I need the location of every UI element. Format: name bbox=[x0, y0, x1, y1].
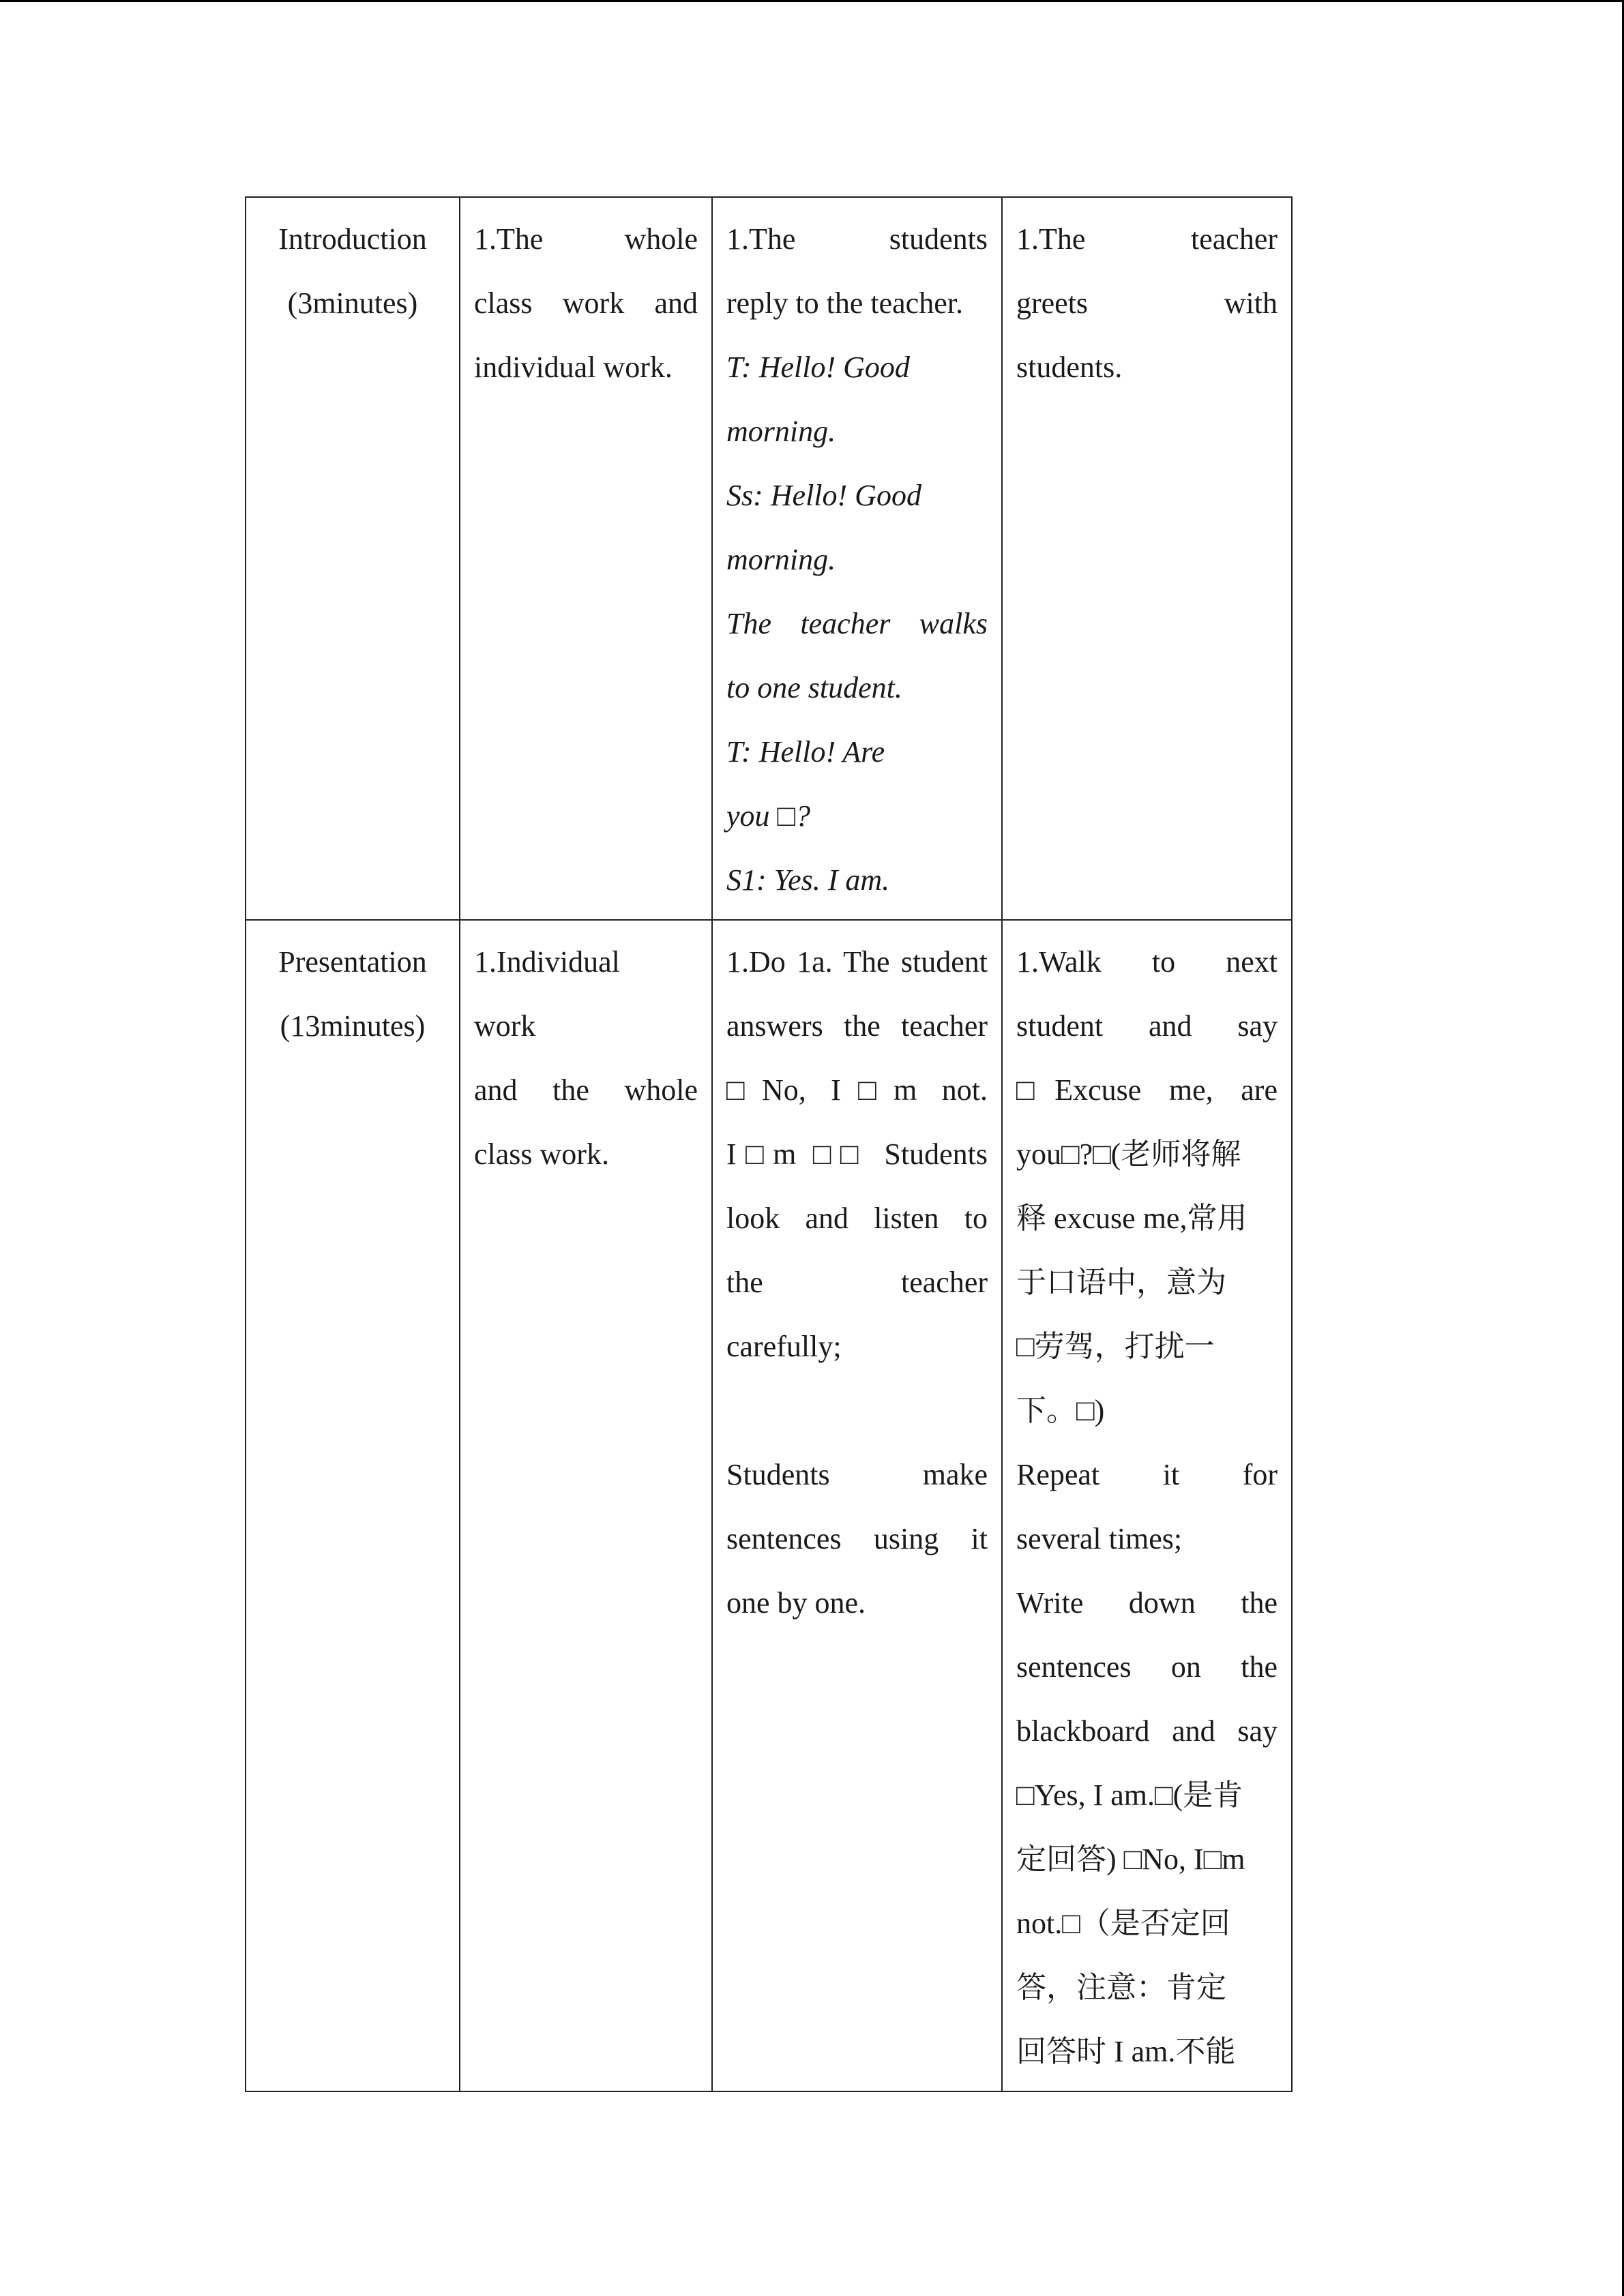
dialogue-line: to one student. bbox=[726, 671, 902, 704]
paragraph-gap bbox=[726, 1379, 988, 1443]
text-line: students. bbox=[1016, 351, 1123, 384]
students-cell-presentation bbox=[712, 920, 1002, 2091]
dialogue-line: S1: Yes. I am. bbox=[726, 863, 890, 897]
dialogue-line: The teacher walks bbox=[726, 607, 988, 640]
text-line: blackboard and say bbox=[1016, 1714, 1278, 1748]
text-line: □No, I□m not. bbox=[726, 1073, 988, 1107]
text-line: work bbox=[474, 1009, 536, 1043]
stage-cell-introduction bbox=[246, 197, 460, 920]
organization-cell-presentation bbox=[460, 920, 712, 2091]
text-line: I□m □□ Students bbox=[726, 1137, 988, 1171]
stage-name: Presentation bbox=[278, 945, 427, 979]
text-line: answers the teacher bbox=[726, 1009, 988, 1043]
text-line: 释 excuse me,常用 bbox=[1016, 1202, 1247, 1235]
text-line: 定回答) □No, I□m bbox=[1016, 1843, 1245, 1876]
text-line: 1.Do 1a. The student bbox=[726, 945, 988, 979]
text-line: Write down the bbox=[1016, 1586, 1278, 1620]
text-line: reply to the teacher. bbox=[726, 286, 963, 320]
table-row-presentation bbox=[246, 920, 1292, 2091]
text-line: 答，注意：肯定 bbox=[1016, 1971, 1226, 2004]
stage-cell-presentation bbox=[246, 920, 460, 2091]
text-line: 下。□) bbox=[1016, 1394, 1105, 1427]
text-line: 回答时 I am.不能 bbox=[1016, 2035, 1236, 2068]
stage-duration: (13minutes) bbox=[280, 1009, 426, 1043]
table-row-introduction bbox=[246, 197, 1292, 920]
text-line: 1.The students bbox=[726, 222, 988, 256]
dialogue-line: T: Hello! Are bbox=[726, 735, 885, 769]
text-line: 于口语中，意为 bbox=[1016, 1266, 1226, 1299]
text-line: 1.Individual bbox=[474, 945, 620, 979]
text-line: you□?□(老师将解 bbox=[1016, 1137, 1241, 1171]
text-line: □Excuse me, are bbox=[1016, 1073, 1278, 1107]
text-line: sentences on the bbox=[1016, 1650, 1278, 1684]
text-line: Repeat it for bbox=[1016, 1458, 1278, 1491]
text-line: not.□（是否定回 bbox=[1016, 1907, 1230, 1940]
lesson-plan-table bbox=[245, 196, 1293, 2092]
text-line: Students make bbox=[726, 1458, 988, 1491]
teacher-cell-presentation bbox=[1002, 920, 1292, 2091]
text-line: 1.Walk to next bbox=[1016, 945, 1278, 979]
text-line: class work. bbox=[474, 1137, 609, 1171]
text-line: □劳驾，打扰一 bbox=[1016, 1330, 1215, 1363]
text-line: carefully; bbox=[726, 1330, 842, 1363]
dialogue-line: morning. bbox=[726, 415, 836, 448]
text-line: class work and bbox=[474, 286, 698, 320]
page-border-top bbox=[0, 0, 1624, 2]
organization-cell-introduction bbox=[460, 197, 712, 920]
text-line: one by one. bbox=[726, 1586, 866, 1620]
dialogue-line: you □? bbox=[726, 799, 811, 833]
text-line: several times; bbox=[1016, 1522, 1183, 1555]
text-line: individual work. bbox=[474, 351, 673, 384]
dialogue-line: Ss: Hello! Good bbox=[726, 479, 921, 512]
text-line: sentences using it bbox=[726, 1522, 988, 1555]
text-line: student and say bbox=[1016, 1009, 1278, 1043]
text-line: the teacher bbox=[726, 1266, 988, 1299]
students-cell-introduction bbox=[712, 197, 1002, 920]
dialogue-line: morning. bbox=[726, 543, 836, 576]
text-line: look and listen to bbox=[726, 1202, 988, 1235]
stage-name: Introduction bbox=[278, 222, 427, 256]
text-line: □Yes, I am.□(是肯 bbox=[1016, 1778, 1243, 1812]
text-line: greets with bbox=[1016, 286, 1278, 320]
dialogue-line: T: Hello! Good bbox=[726, 351, 910, 384]
teacher-cell-introduction bbox=[1002, 197, 1292, 920]
text-line: and the whole bbox=[474, 1073, 698, 1107]
text-line: 1.The whole bbox=[474, 222, 698, 256]
text-line: 1.The teacher bbox=[1016, 222, 1278, 256]
stage-duration: (3minutes) bbox=[287, 286, 418, 320]
